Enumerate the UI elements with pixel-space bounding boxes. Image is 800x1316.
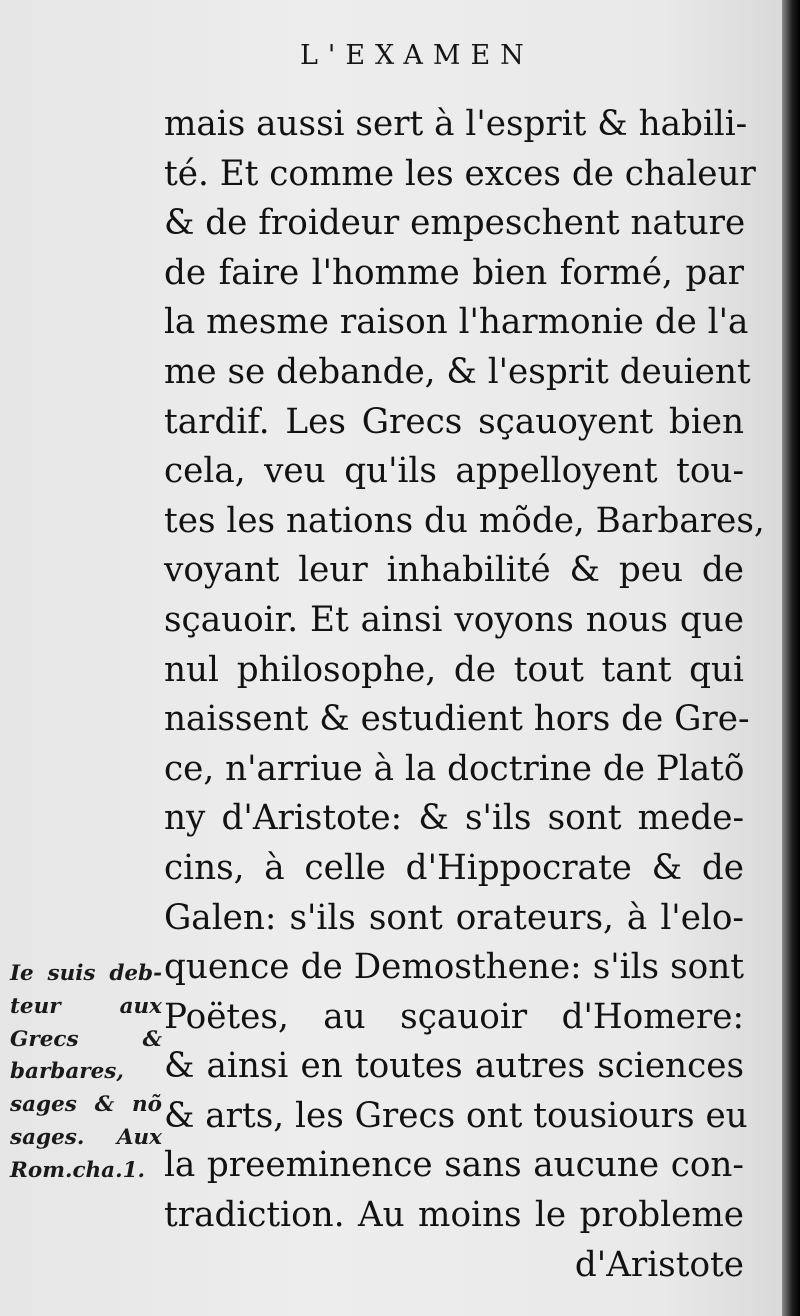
text-line: Galen: s'ils sont orateurs, à l'elo- [164,897,744,938]
page-edge-shadow [782,0,800,1316]
text-line: cins, à celle d'Hippocrate & de [164,847,744,888]
text-line: tradiction. Au moins le probleme [164,1195,744,1236]
margin-note [10,958,162,1188]
text-line: naissent & estudient hors de Gre- [164,699,750,740]
text-line: ny d'Aristote: & s'ils sont mede- [164,798,744,839]
text-line: & ainsi en toutes autres sciences [164,1046,744,1087]
text-line: ce, n'arriue à la doctrine de Platõ [164,748,745,789]
text-line: voyant leur inhabilité & peu de [164,550,744,591]
text-line: la mesme raison l'harmonie de l'a [164,302,749,343]
catchword: d'Aristote [574,1244,744,1285]
text-line: Poëtes, au sçauoir d'Homere: [164,996,744,1037]
margin-note-line: Rom.cha.1. [10,1157,146,1183]
text-line: & de froideur empeschent nature [164,203,746,244]
margin-note-line: teur aux [10,993,162,1019]
text-line: nul philosophe, de tout tant qui [164,649,744,690]
margin-note-line: Grecs & [10,1026,162,1052]
text-line: cela, veu qu'ils appelloyent tou- [164,451,744,492]
text-line: tes les nations du mõde, Barbares, [164,500,765,541]
body-text [164,100,765,1290]
text-line: mais aussi sert à l'esprit & habili- [164,104,748,144]
margin-note-line: sages & nõ [10,1092,162,1118]
text-line: de faire l'homme bien formé, par [164,252,744,293]
text-line: la preeminence sans aucune con- [164,1145,744,1186]
text-line: té. Et comme les exces de chaleur [164,153,756,194]
text-line: quence de Demosthene: s'ils sont [164,947,744,988]
margin-note-line: sages. Aux [10,1124,162,1150]
text-line: me se debande, & l'esprit deuient [164,351,751,392]
margin-note-line: barbares, [10,1059,124,1085]
margin-note-line: Ie suis deb- [10,961,162,986]
text-line: tardif. Les Grecs sçauoyent bien [164,401,744,442]
text-line: & arts, les Grecs ont tousiours eu [164,1095,748,1136]
text-line: sçauoir. Et ainsi voyons nous que [164,599,744,640]
running-header: L'EXAMEN [300,40,534,71]
